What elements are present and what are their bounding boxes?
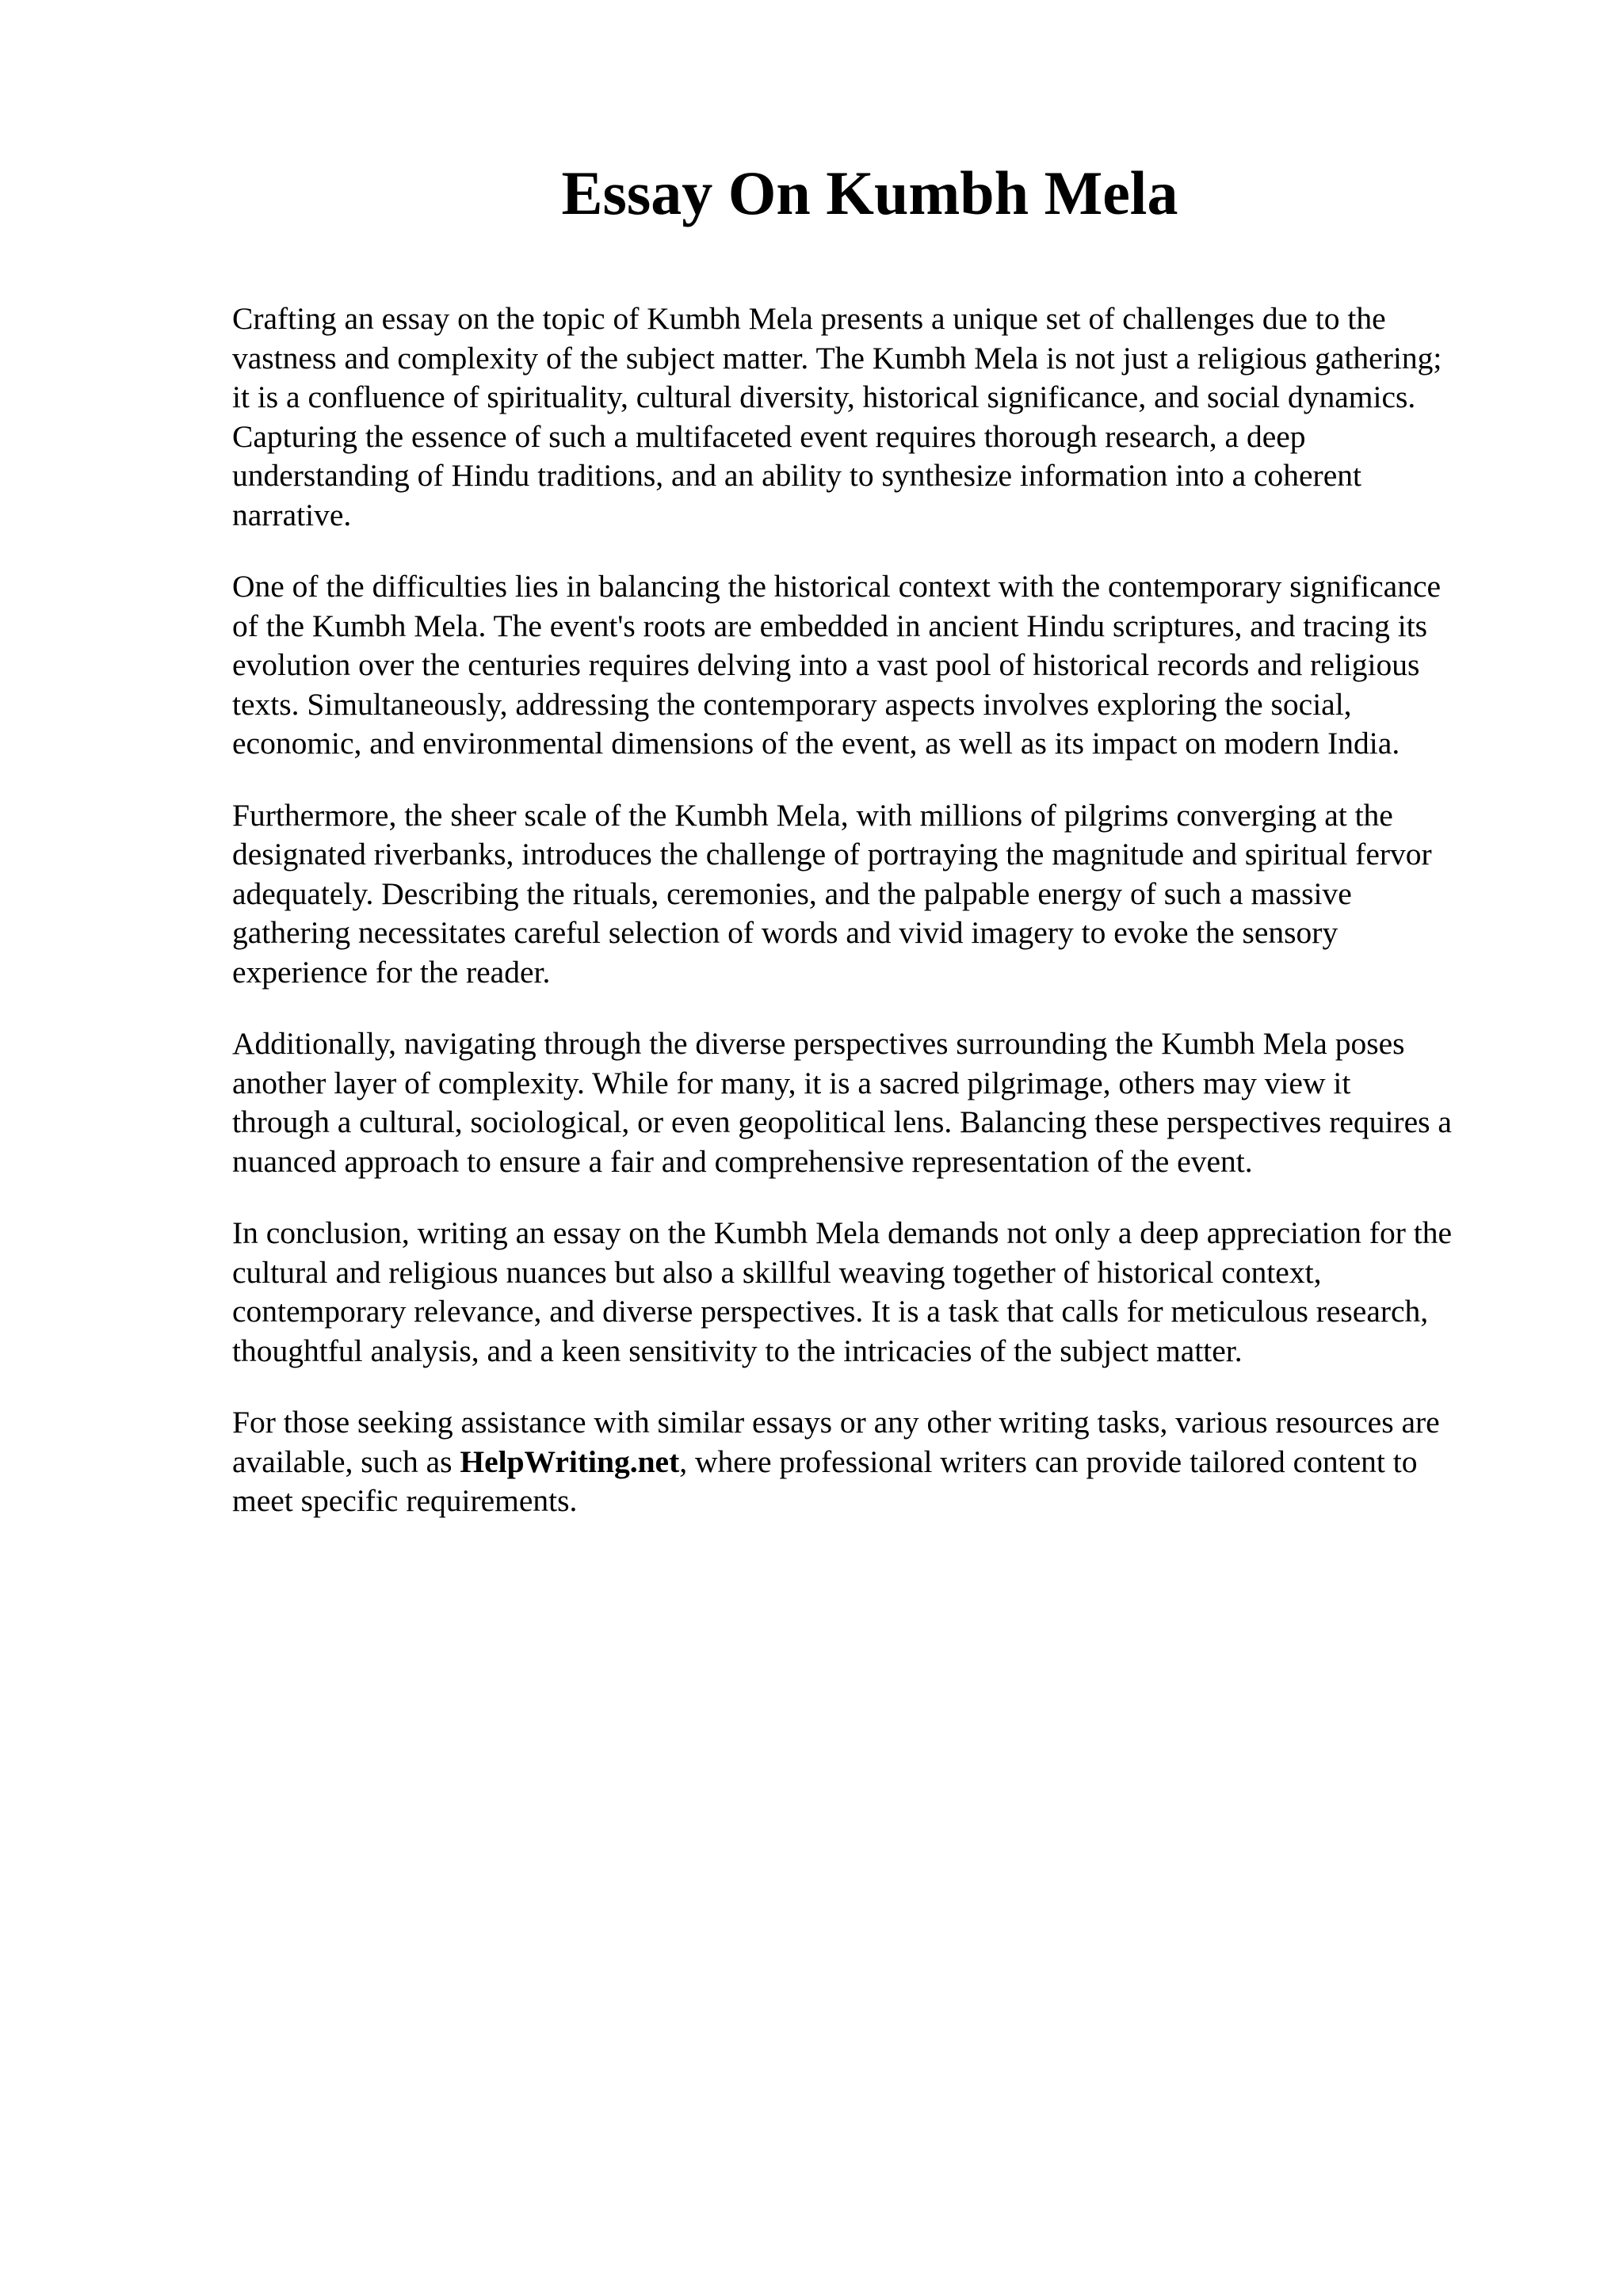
- text-line: One of the difficulties lies in balancing the historical context with the contemporary significance: [232, 569, 1442, 604]
- text-line-with-brand: [232, 1443, 1532, 1482]
- text-line: gathering necessitates careful selection of words and vivid imagery to evoke the sensory: [232, 915, 1338, 950]
- text-line: experience for the reader.: [232, 954, 551, 990]
- text-line: thoughtful analysis, and a keen sensitivity to the intricacies of the subject matter.: [232, 1333, 1243, 1368]
- text-line: vastness and complexity of the subject matter. The Kumbh Mela is not just a religious gathering;: [232, 340, 1442, 376]
- page-title: Essay On Kumbh Mela: [561, 158, 1178, 227]
- text-line: Capturing the essence of such a multifaceted event requires thorough research, a deep: [232, 418, 1306, 454]
- paragraph-2: [232, 567, 1532, 764]
- text-line: Furthermore, the sheer scale of the Kumbh Mela, with millions of pilgrims converging at the: [232, 797, 1393, 833]
- text-line: economic, and environmental dimensions of the event, as well as its impact on modern India.: [232, 726, 1400, 761]
- text-line: understanding of Hindu traditions, and an ability to synthesize information into a coherent: [232, 458, 1361, 493]
- text-fragment: , where professional writers can provide tailored content to: [679, 1444, 1418, 1479]
- paragraph-5: [232, 1214, 1532, 1371]
- text-line: texts. Simultaneously, addressing the contemporary aspects involves exploring the social,: [232, 686, 1352, 722]
- paragraph-4: [232, 1024, 1532, 1181]
- paragraph-3: [232, 796, 1532, 993]
- text-line: of the Kumbh Mela. The event's roots are embedded in ancient Hindu scriptures, and tracing its: [232, 608, 1428, 643]
- text-line: it is a confluence of spirituality, cultural diversity, historical significance, and social dynamics.: [232, 379, 1416, 414]
- text-line: Additionally, navigating through the diverse perspectives surrounding the Kumbh Mela poses: [232, 1026, 1405, 1061]
- text-line: through a cultural, sociological, or even geopolitical lens. Balancing these perspectives requires a: [232, 1104, 1452, 1139]
- text-fragment: available, such as: [232, 1444, 460, 1479]
- paragraph-1: [232, 299, 1532, 535]
- text-line: designated riverbanks, introduces the challenge of portraying the magnitude and spiritual fervor: [232, 837, 1432, 871]
- text-line: In conclusion, writing an essay on the Kumbh Mela demands not only a deep appreciation for the: [232, 1215, 1452, 1250]
- text-line: meet specific requirements.: [232, 1483, 578, 1518]
- text-line: nuanced approach to ensure a fair and comprehensive representation of the event.: [232, 1143, 1253, 1179]
- text-line: cultural and religious nuances but also a skillful weaving together of historical context,: [232, 1254, 1322, 1290]
- text-line: adequately. Describing the rituals, ceremonies, and the palpable energy of such a massive: [232, 875, 1352, 911]
- closing-paragraph: [232, 1403, 1532, 1521]
- text-line: narrative.: [232, 497, 352, 532]
- text-line: another layer of complexity. While for many, it is a sacred pilgrimage, others may view it: [232, 1065, 1351, 1100]
- brand-name: HelpWriting.net: [460, 1444, 680, 1479]
- text-line: evolution over the centuries requires delving into a vast pool of historical records and religious: [232, 647, 1420, 682]
- text-line: For those seeking assistance with similar essays or any other writing tasks, various resources are: [232, 1405, 1440, 1440]
- essay-body: [232, 299, 1532, 1554]
- text-line: Crafting an essay on the topic of Kumbh Mela presents a unique set of challenges due to the: [232, 301, 1386, 336]
- text-line: contemporary relevance, and diverse perspectives. It is a task that calls for meticulous research,: [232, 1294, 1429, 1329]
